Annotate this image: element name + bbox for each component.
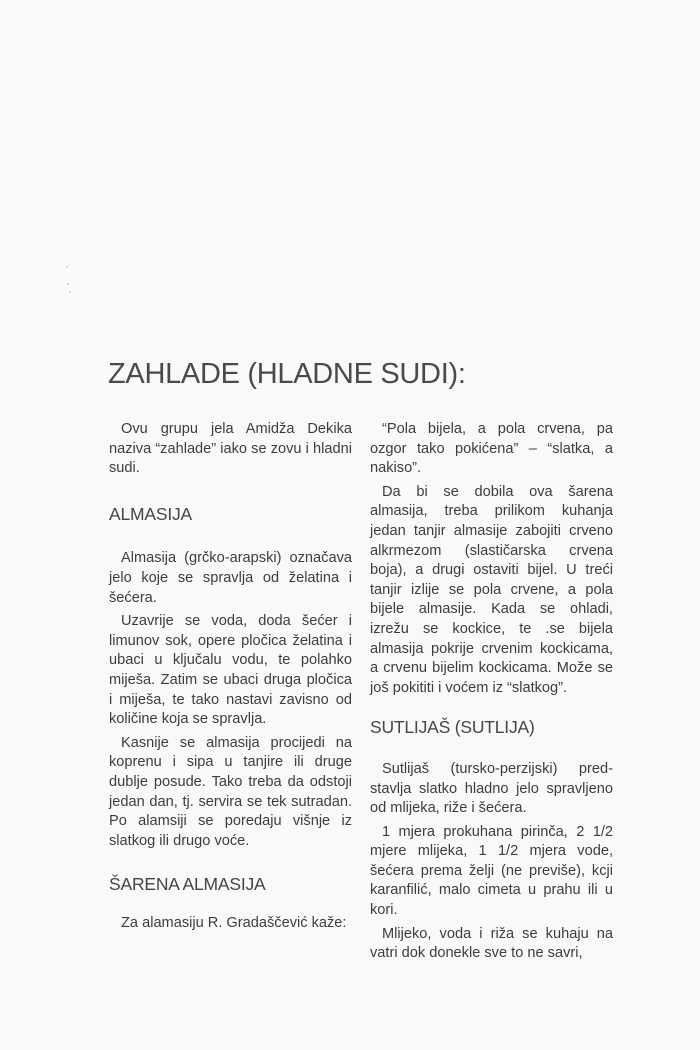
almasija-paragraph: Almasija (grčko-arapski) označava jelo koje se spravlja od želatina i šećera. [109,550,352,606]
sutlijas-paragraph: Mlijeko, voda i riža se kuhaju na vatri dok donekle sve to ne savri, [370,925,613,962]
intro-paragraph: Ovu grupu jela Amidža Dekika naziva “zahlade” iako se zovu i hladni sudi. [109,421,352,477]
sutlijas-paragraph: 1 mjera prokuhana pirinča, 2 1/2 mjere mlijeka, 1 1/2 mjera vode, šećera prema želji (ne previše), kcji karanfilić, malo cimeta u prahu ili u kori. [370,823,613,919]
almasija-paragraph: Kasnije se almasija procijedi na koprenu i sipa u tanjire ili druge dublje posude. Tako treba da odstoji jedan dan, tj. servira se tek sutradan. Po alamsiji se poredaju višnje iz slatkog ili drugo voće. [109,734,352,849]
page-title: ZAHLADE (HLADNE SUDI): [108,358,466,390]
section-heading-sarena-almasija: ŠARENA ALMASIJA [109,874,266,895]
scan-speck [66,266,68,268]
scan-speck [67,283,69,285]
sutlijas-paragraph: Sutlijaš (tursko-perzijski) predstavlja slatko hladno jelo spravljeno od mlijeka, riže i šećera. [370,760,613,817]
right-column [370,420,613,968]
almasija-paragraph: Uzavrije se voda, doda šećer i limunov sok, opere pločica želatina i ubaci u ključalu vodu, te polahko miješa. Zatim se ubaci druga pločica i miješa, te tako nastavi zavisno od količine koja se spravlja. [109,613,352,728]
section-heading-sutlijas: SUTLIJAŠ (SUTLIJA) [370,717,535,738]
scan-speck [69,291,71,293]
sarena-almasija-quote-paragraph: “Pola bijela, a pola crvena, pa ozgor tako pokićena” – “slatka, a nakiso”. [370,421,613,477]
left-column [109,420,352,937]
sarena-almasija-paragraph: Za alamasiju R. Gradaščević kaže: [121,914,347,931]
section-heading-almasija: ALMASIJA [109,503,193,524]
sarena-almasija-paragraph: Da bi se dobila ova šarena almasija, treba prilikom kuhanja jedan tanjir almasije zabojiti crveno alkrmezom (slastičarska crvena boja), a drugi ostaviti bijel. U treći tanjir izlije se pola crvene, a pola bijele almasije. Kada se ohladi, izrežu se kockice, te .se bijela almasija pokrije crvenim kockicama, a crvenu bijelim kockicama. Može se još pokititi i voćem iz “slatkog”. [370,483,613,696]
